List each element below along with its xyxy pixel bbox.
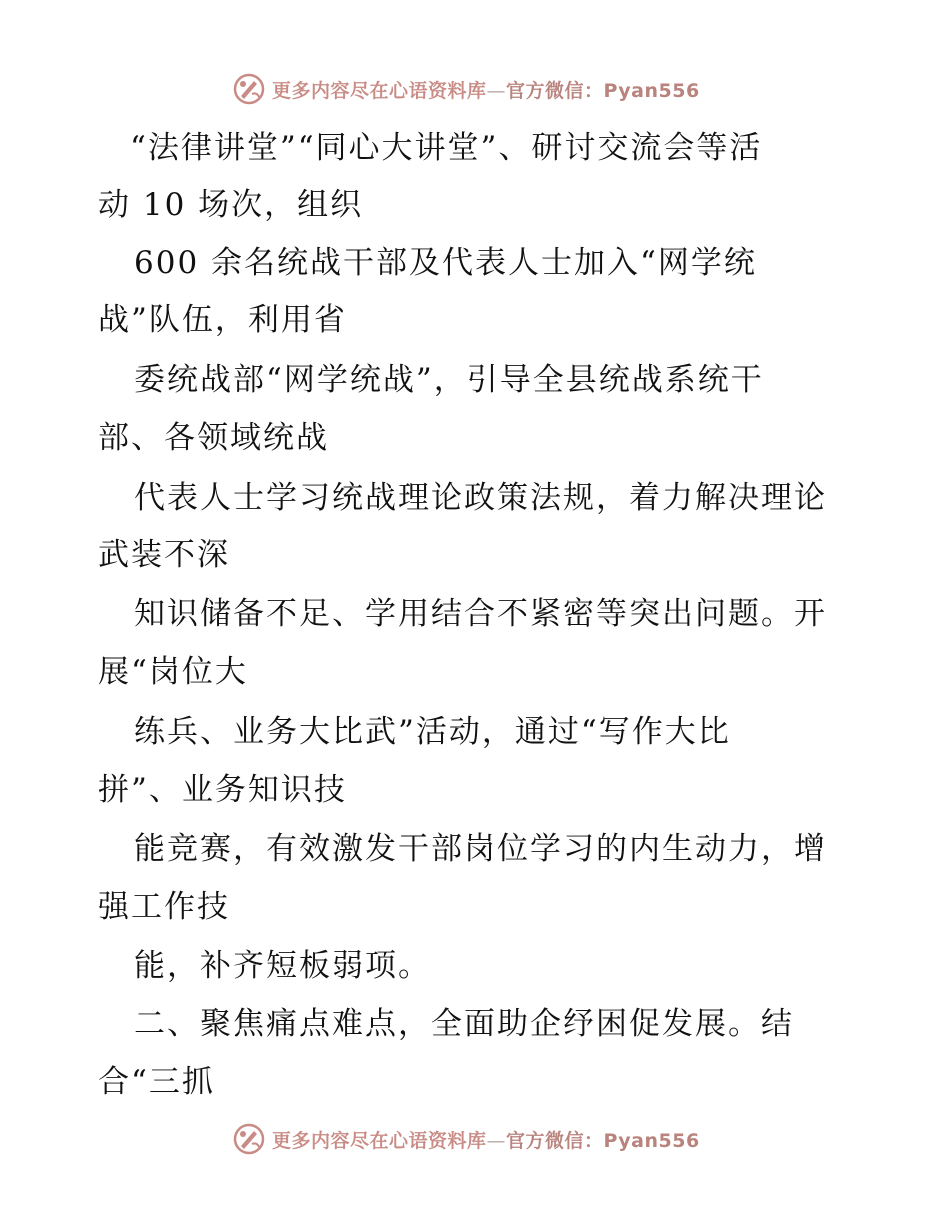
footer-banner-separator: —: [486, 1130, 507, 1152]
body-line: 能竞赛，有效激发干部岗位学习的内生动力，增: [134, 831, 827, 867]
body-line: 强工作技: [98, 889, 230, 925]
footer-banner-wechat: 官方微信：Pyan556: [506, 1130, 700, 1152]
body-line: 部、各领域统战: [98, 420, 329, 456]
header-banner-separator: —: [486, 80, 507, 102]
body-line: 委统战部“网学统战”，引导全县统战系统干: [134, 362, 764, 398]
body-line: 代表人士学习统战理论政策法规，着力解决理论: [134, 480, 827, 516]
footer-banner-text: [272, 1126, 700, 1153]
body-line: 能，补齐短板弱项。: [134, 948, 431, 984]
body-line: 动 10 场次，组织: [98, 187, 364, 223]
logo-seal-icon: [232, 1122, 266, 1156]
body-line: 二、聚焦痛点难点，全面助企纾困促发展。结: [134, 1006, 794, 1042]
footer-banner: [0, 1120, 950, 1160]
header-banner: [0, 70, 950, 110]
body-line: 知识储备不足、学用结合不紧密等突出问题。开: [134, 596, 827, 632]
body-line: 战”队伍，利用省: [98, 302, 347, 338]
header-banner-wechat: 官方微信：Pyan556: [506, 80, 700, 102]
body-line: 600 余名统战干部及代表人士加入“网学统: [134, 245, 757, 281]
body-line: 练兵、业务大比武”活动，通过“写作大比: [134, 714, 731, 750]
body-line: 展“岗位大: [98, 654, 248, 690]
header-banner-text: [272, 76, 700, 103]
body-line: “法律讲堂”“同心大讲堂”、研讨交流会等活: [130, 130, 763, 166]
footer-banner-title: 更多内容尽在心语资料库: [272, 1130, 487, 1152]
body-line: 合“三抓: [98, 1064, 215, 1100]
logo-seal-icon: [232, 72, 266, 106]
body-line: 拼”、业务知识技: [98, 772, 347, 808]
header-banner-title: 更多内容尽在心语资料库: [272, 80, 487, 102]
body-line: 武装不深: [98, 537, 230, 573]
